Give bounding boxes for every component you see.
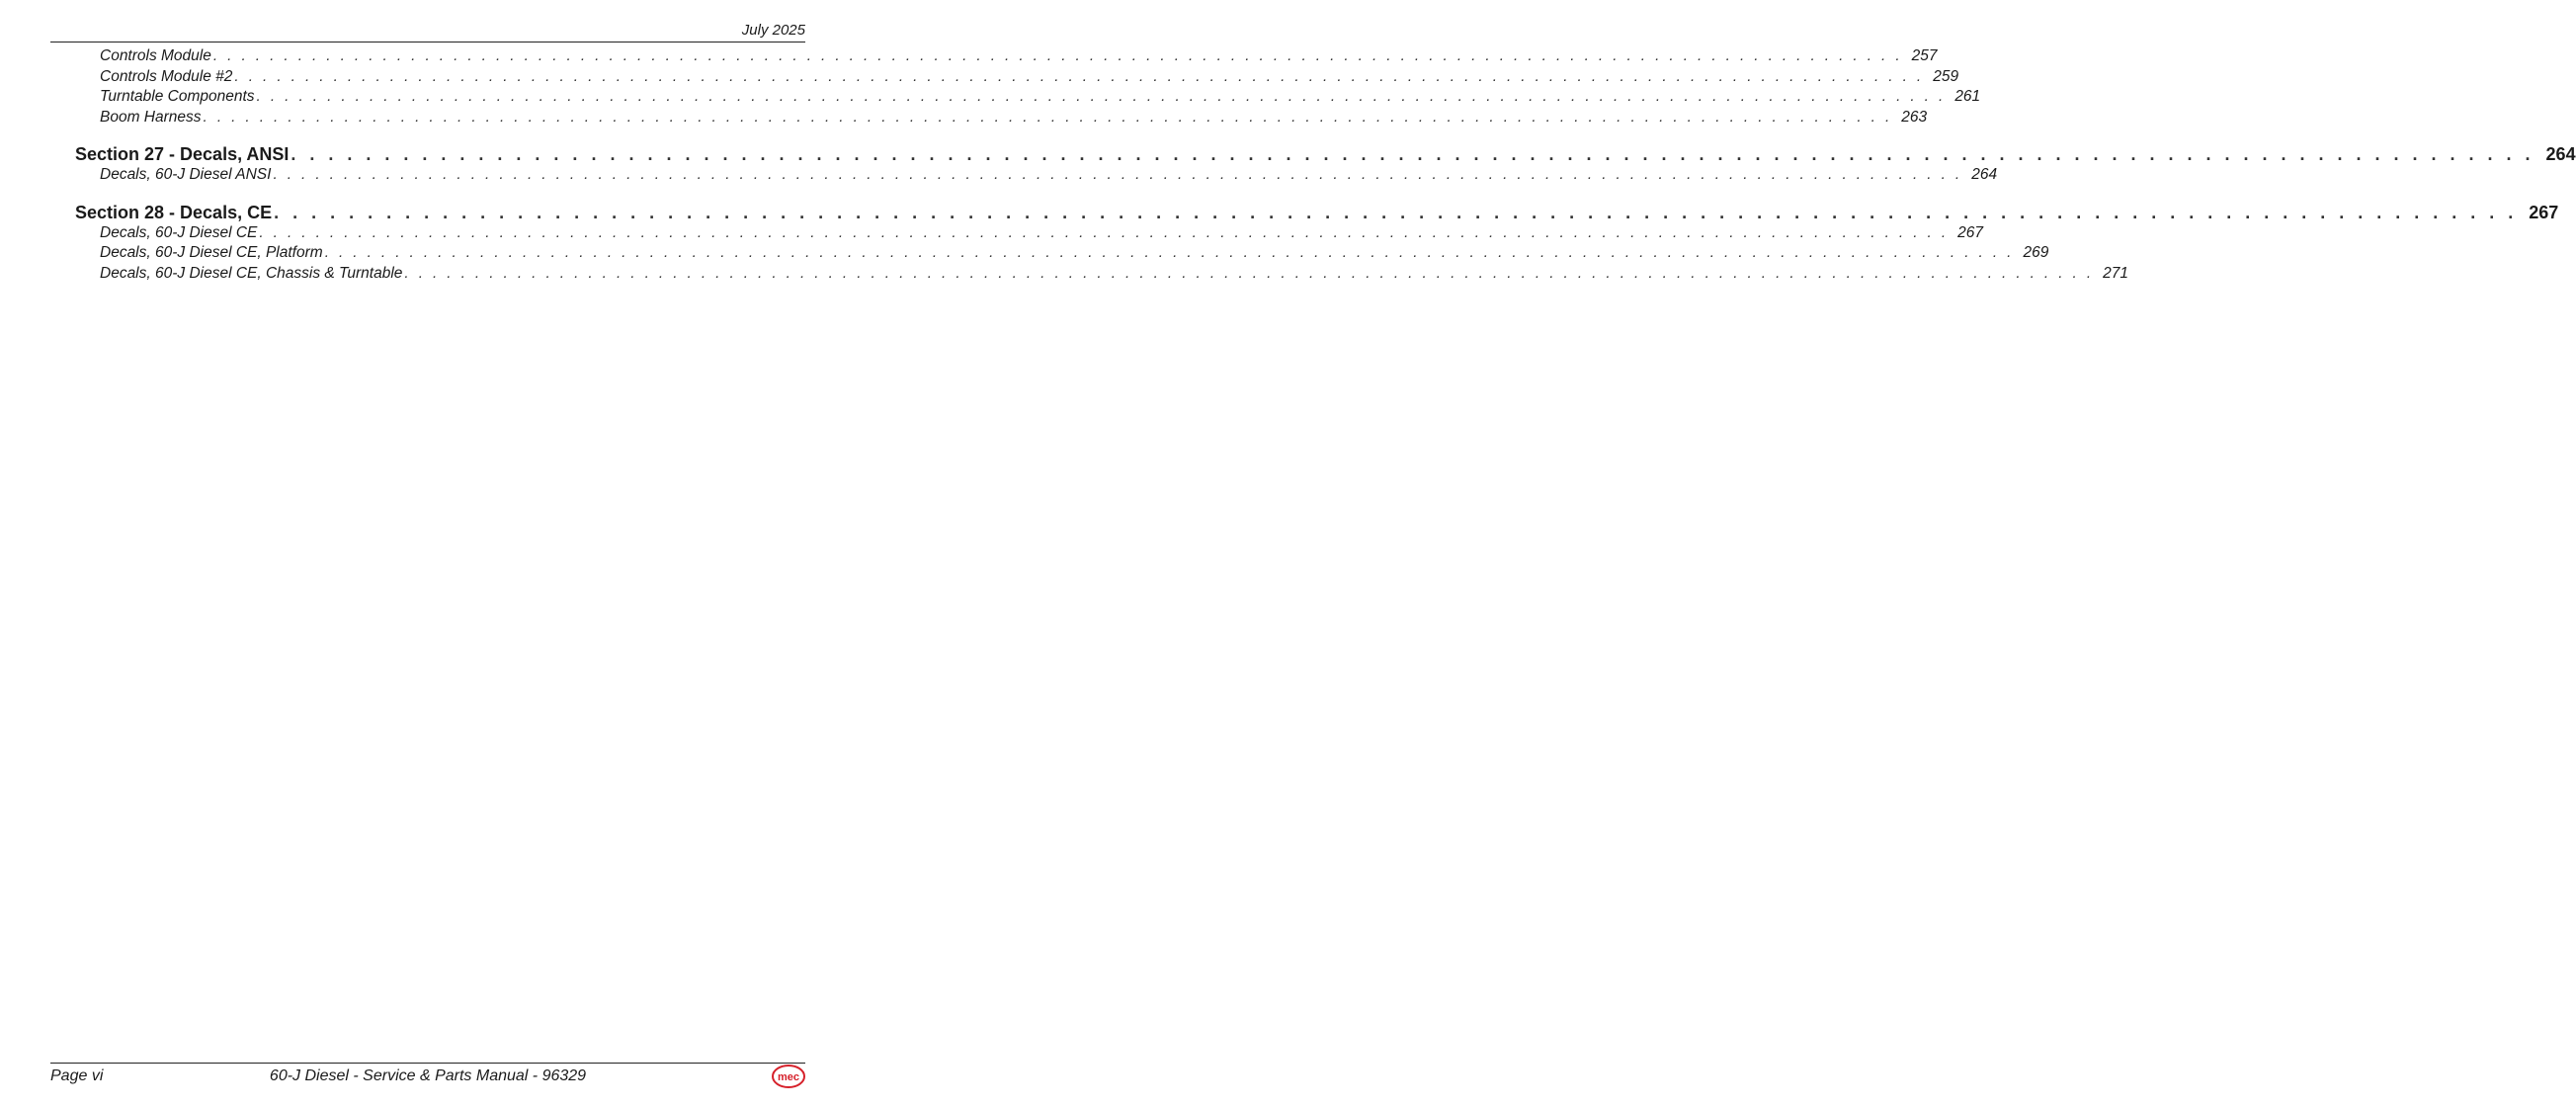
dot-leader: ........................................................................................................................ xyxy=(404,264,2102,282)
mec-logo-text: mec xyxy=(777,1071,800,1083)
toc-entry-title: Decals, 60-J Diesel CE xyxy=(100,223,258,241)
dot-leader: ........................................................................................................................ xyxy=(324,244,2022,261)
toc-entry-title: Controls Module #2 xyxy=(100,67,233,85)
toc-entry-controls-module-2[interactable] xyxy=(50,67,1959,88)
toc-entry-page: 267 xyxy=(1957,223,1984,241)
toc-entry-decals-ce-platform[interactable] xyxy=(50,243,2049,264)
toc-entry-decals-ce-chassis-turntable[interactable] xyxy=(50,264,2129,285)
toc-entry-page: 269 xyxy=(2023,244,2049,261)
table-of-contents xyxy=(50,46,2576,284)
footer-manual-title: 60-J Diesel - Service & Parts Manual - 96329 xyxy=(269,1067,587,1084)
toc-section-27[interactable] xyxy=(50,144,2576,165)
toc-entry-decals-ansi[interactable] xyxy=(50,165,1998,186)
toc-entry-page: 261 xyxy=(1954,88,1981,105)
dot-leader: ........................................................................................................................ xyxy=(203,108,1900,126)
toc-entry-page: 271 xyxy=(2103,264,2129,282)
dot-leader: ........................................................................................................................ xyxy=(234,67,1932,85)
toc-entry-title: Boom Harness xyxy=(100,108,202,126)
dot-leader: ........................................................................................................................ xyxy=(291,144,2544,164)
toc-entry-page: 264 xyxy=(1971,166,1998,183)
footer-divider xyxy=(50,1063,805,1064)
toc-entry-title: Turntable Components xyxy=(100,88,255,105)
toc-section-title: Section 28 - Decals, CE xyxy=(75,202,273,222)
dot-leader: ........................................................................................................................ xyxy=(274,202,2528,222)
dot-leader: ........................................................................................................................ xyxy=(273,166,1970,183)
toc-entry-page: 263 xyxy=(1901,108,1928,126)
header-divider xyxy=(50,42,805,43)
toc-section-title: Section 27 - Decals, ANSI xyxy=(75,144,290,164)
dot-leader: ........................................................................................................................ xyxy=(259,223,1956,241)
toc-section-page: 264 xyxy=(2545,144,2576,164)
toc-section-28[interactable] xyxy=(50,202,2559,223)
mec-logo xyxy=(772,1065,805,1088)
toc-entry-page: 259 xyxy=(1933,67,1959,85)
dot-leader: ........................................................................................................................ xyxy=(256,88,1953,105)
toc-entry-turntable-components[interactable] xyxy=(50,87,1981,108)
toc-section-page: 267 xyxy=(2529,202,2559,222)
toc-entry-title: Decals, 60-J Diesel CE, Chassis & Turntable xyxy=(100,264,403,282)
toc-entry-decals-ce[interactable] xyxy=(50,223,1984,244)
dot-leader: ........................................................................................................................ xyxy=(212,47,1910,64)
toc-entry-controls-module[interactable] xyxy=(50,46,1938,67)
header-date: July 2025 xyxy=(741,22,805,39)
toc-entry-title: Controls Module xyxy=(100,47,211,64)
toc-entry-page: 257 xyxy=(1911,47,1938,64)
toc-entry-boom-harness[interactable] xyxy=(50,108,1928,128)
toc-entry-title: Decals, 60-J Diesel ANSI xyxy=(100,166,272,183)
footer-page-number: Page vi xyxy=(50,1067,104,1084)
toc-entry-title: Decals, 60-J Diesel CE, Platform xyxy=(100,244,323,261)
